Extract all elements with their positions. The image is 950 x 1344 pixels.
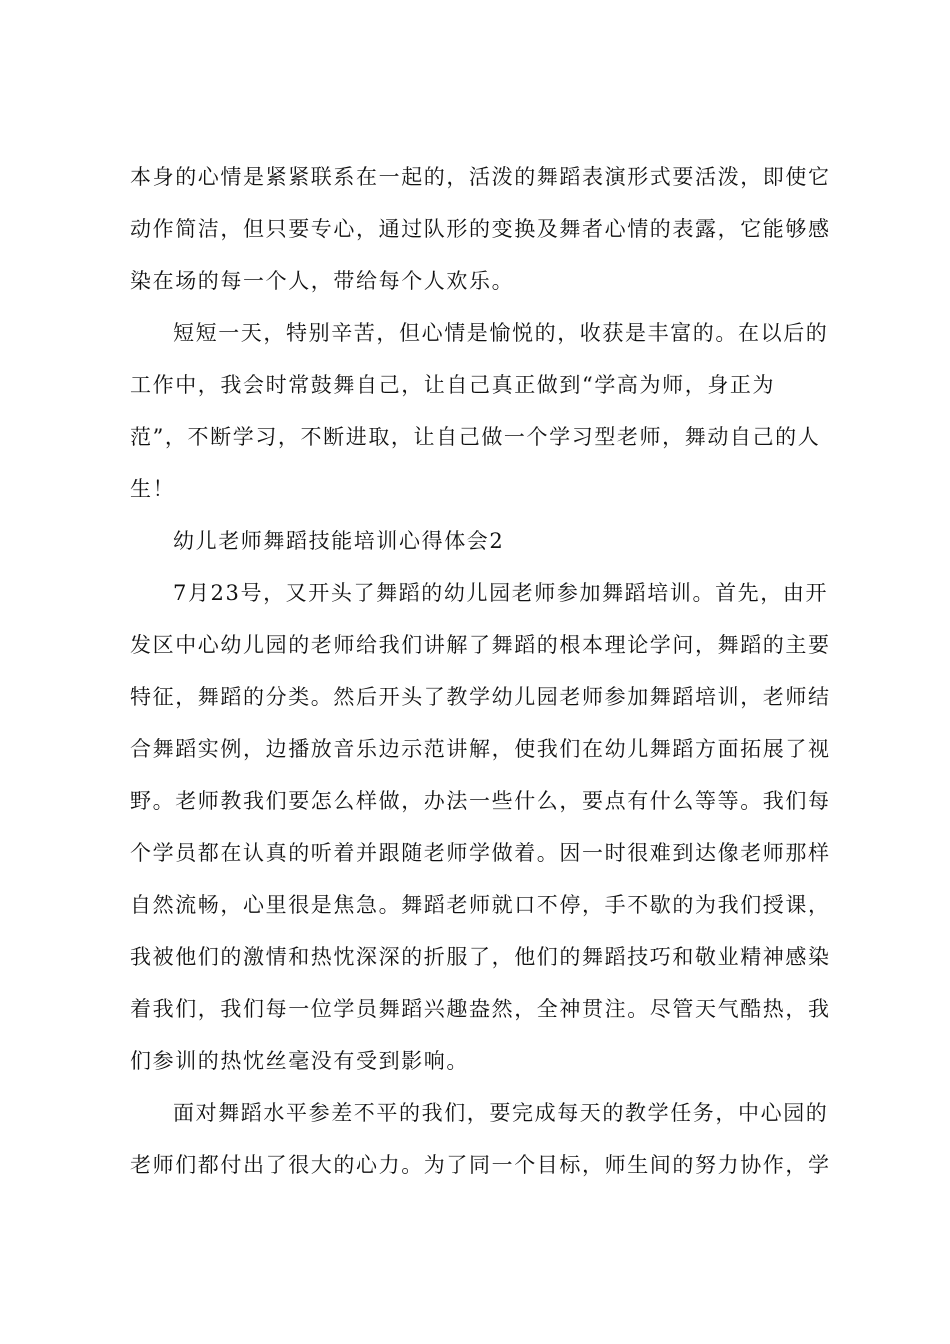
text-line-1: 本身的心情是紧紧联系在一起的，活泼的舞蹈表演形式要活泼，即使它 bbox=[130, 165, 831, 189]
text-line-9: 7月23号，又开头了舞蹈的幼儿园老师参加舞蹈培训。首先，由开 bbox=[173, 581, 829, 605]
text-line-16: 我被他们的激情和热忱深深的折服了，他们的舞蹈技巧和敬业精神感染 bbox=[130, 945, 831, 969]
text-line-6: 范”，不断学习，不断进取，让自己做一个学习型老师，舞动自己的人 bbox=[130, 425, 821, 449]
text-line-12: 合舞蹈实例，边播放音乐边示范讲解，使我们在幼儿舞蹈方面拓展了视 bbox=[130, 737, 831, 761]
text-line-15: 自然流畅，心里很是焦急。舞蹈老师就口不停，手不歇的为我们授课， bbox=[130, 893, 831, 917]
text-line-10: 发区中心幼儿园的老师给我们讲解了舞蹈的根本理论学问，舞蹈的主要 bbox=[130, 633, 831, 657]
text-line-4: 短短一天，特别辛苦，但心情是愉悦的，收获是丰富的。在以后的 bbox=[173, 321, 829, 345]
text-line-2: 动作简洁，但只要专心，通过队形的变换及舞者心情的表露，它能够感 bbox=[130, 217, 831, 241]
text-line-19: 面对舞蹈水平参差不平的我们，要完成每天的教学任务，中心园的 bbox=[173, 1101, 829, 1125]
text-line-3: 染在场的每一个人，带给每个人欢乐。 bbox=[130, 269, 515, 293]
text-line-13: 野。老师教我们要怎么样做，办法一些什么，要点有什么等等。我们每 bbox=[130, 789, 831, 813]
section-heading: 幼儿老师舞蹈技能培训心得体会2 bbox=[173, 529, 505, 553]
text-line-5: 工作中，我会时常鼓舞自己，让自己真正做到“学高为师，身正为 bbox=[130, 373, 776, 397]
text-line-7: 生！ bbox=[130, 477, 176, 501]
text-line-20: 老师们都付出了很大的心力。为了同一个目标，师生间的努力协作，学 bbox=[130, 1153, 831, 1177]
text-line-11: 特征，舞蹈的分类。然后开头了教学幼儿园老师参加舞蹈培训，老师结 bbox=[130, 685, 831, 709]
text-line-17: 着我们，我们每一位学员舞蹈兴趣盎然，全神贯注。尽管天气酷热，我 bbox=[130, 997, 831, 1021]
text-line-18: 们参训的热忱丝毫没有受到影响。 bbox=[130, 1049, 469, 1073]
document-body bbox=[130, 151, 831, 1191]
text-line-14: 个学员都在认真的听着并跟随老师学做着。因一时很难到达像老师那样 bbox=[130, 841, 831, 865]
